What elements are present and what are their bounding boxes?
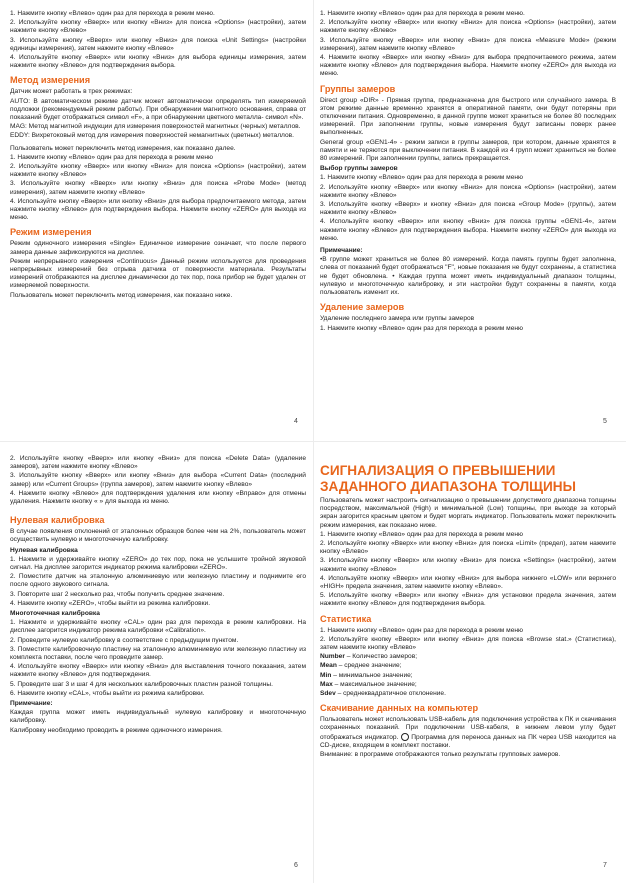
step: 1. Нажмите кнопку «Влево» один раз для перехода в режим меню — [320, 324, 523, 332]
step: 1. Нажмите кнопку «Влево» один раз для перехода в режим меню. — [320, 10, 525, 17]
usb-indicator-icon — [401, 733, 409, 741]
stats-item — [320, 681, 616, 689]
page-7 — [320, 455, 616, 875]
page-row-divider — [0, 441, 626, 442]
step: 1. Нажмите кнопку «Влево» один раз для перехода в режим меню — [320, 626, 523, 634]
note-label: Примечание: — [320, 247, 363, 255]
paragraph: AUTO: В автоматическом режиме датчик может автоматически определять тип измеряемой подложки (рекомендуемый режим работы). При обнаружении магнитного основания, справа от показаний будет отображаться символ «F», а при обнаружении цветного металла- символ «N». — [10, 97, 306, 122]
paragraph: Режим одиночного измерения «Single» Единичное измерение означает, что после первого замера данные зафиксируются на дисплее. — [10, 240, 306, 256]
step: 4. Используйте кнопку «Вверх» или кнопку «Вниз» для выбора нижнего «LOW» или верхнего «HIGH» предела значения, затем нажмите кнопку «Влево». — [320, 574, 616, 591]
paragraph — [320, 716, 616, 750]
stats-desc: – среднеквадратичное отклонение. — [335, 690, 446, 698]
stats-term: Sdev — [320, 690, 336, 698]
heading-method: Метод измерения — [10, 75, 91, 86]
download-text-2: Программа для переноса данных на ПК через USB находится на CD-диске, входящем в комплект поставки. — [320, 733, 616, 749]
heading-stats: Статистика — [320, 613, 372, 624]
step: 3. Используйте кнопку «Вверх» или кнопку «Вниз» для поиска «Settings» (настройки), затем нажмите кнопку «Влево» — [320, 557, 616, 573]
stats-item — [320, 662, 616, 670]
paragraph: Режим непрерывного измерения «Continuous» Данный режим используется для проведения непрерывных измерений без отрыва датчика от поверхности материала. Результаты измерений отображаются на дисплее динамически до тех пор, пока прибор не будет удален от измеряемой поверхности. — [10, 257, 306, 290]
page-number: 5 — [603, 418, 607, 425]
heading-groups: Группы замеров — [320, 83, 396, 94]
step: 4. Нажмите кнопку «ZERO», чтобы выйти из режима калибровки. — [10, 599, 211, 607]
step: 3. Используйте кнопку «Вверх» или кнопку «Вниз» для поиска «Unit Settings» (настройки единицы измерения), затем нажмите кнопку «Влево» — [10, 36, 306, 52]
step: 2. Используйте кнопку «Вверх» или кнопку «Вниз» для поиска «Delete Data» (удаление замеров), затем нажмите кнопку «Влево» — [10, 455, 306, 471]
step: 4. Нажмите кнопку «Вверх» или кнопку «Вниз» для выбора предпочитаемого режима, затем нажмите кнопку «Влево» для подтверждения выбора. Нажмите кнопку «ZERO» для выхода из меню. — [320, 54, 616, 78]
paragraph: Удаление последнего замера или группы замеров — [320, 315, 475, 323]
paragraph: Датчик может работать в трех режимах: — [10, 88, 133, 96]
step: 1. Нажмите и удерживайте кнопку «CAL» один раз для перехода в режим калибровки. На дисплее загорится индикатор режима калибровки «Calibration». — [10, 619, 306, 635]
paragraph: Пользователь может переключить метод измерения, как показано далее. — [10, 144, 236, 152]
step: 4. Используйте кнопку «Вверх» или кнопку «Вниз» для выставления точного показания, затем нажмите кнопку «Влево» для подтверждения. — [10, 663, 306, 679]
stats-item — [320, 690, 616, 698]
step: 4. Нажмите кнопку «Влево» для подтверждения удаления или кнопку «Вправо» для отмены удаления. Нажмите кнопку « » для выхода из меню. — [10, 489, 306, 506]
page-number: 6 — [294, 862, 298, 869]
step: 1. Нажмите кнопку «Влево» один раз для перехода в режим меню — [320, 530, 523, 538]
stats-term: Max — [320, 680, 333, 688]
step: 2. Используйте кнопку «Вверх» или кнопку «Вниз» для поиска «Options» (настройки), затем нажмите кнопку «Влево» — [320, 19, 616, 35]
heading-delete: Удаление замеров — [320, 302, 405, 313]
heading-zero: Нулевая калибровка — [10, 515, 105, 526]
paragraph: EDDY: Вихретоковый метод для измерения поверхностей немагнитных (цветных) металлов. — [10, 132, 294, 140]
heading-mode: Режим измерения — [10, 227, 92, 238]
page-number: 7 — [603, 862, 607, 869]
step: 2. Используйте кнопку «Вверх» или кнопку «Вниз» для поиска «Options» (настройки), затем нажмите кнопку «Влево» — [320, 183, 616, 199]
step: 1. Нажмите кнопку «Влево» один раз для перехода в режим меню. — [10, 10, 215, 17]
step: 2. Используйте кнопку «Вверх» или кнопку «Вниз» для поиска «Options» (настройки), затем нажмите кнопку «Влево» — [10, 19, 306, 35]
step: 2. Поместите датчик на эталонную алюминиевую или железную пластину и поднимите его после одного звукового сигнала. — [10, 573, 306, 589]
step: 5. Используйте кнопку «Вверх» или кнопку «Вниз» для установки предела значения, затем нажмите кнопку «Влево» для подтверждения выбора. — [320, 592, 616, 608]
step: 2. Используйте кнопку «Вверх» или кнопку «Вниз» для поиска «Options» (настройки), затем нажмите кнопку «Влево» — [10, 163, 306, 179]
step: 4. Используйте кнопку «Вверх» или кнопку «Вниз» для выбора единицы измерения, затем нажмите кнопку «Влево» для подтверждения выбора. — [10, 54, 306, 70]
stats-desc: – максимальное значение; — [332, 680, 417, 688]
step: 3. Используйте кнопку «Вверх» и кнопку «Вниз» для поиска «Group Mode» (группы), затем нажмите кнопку «Влево» — [320, 201, 616, 217]
stats-item — [320, 653, 616, 661]
step: 3. Используйте кнопку «Вверх» или кнопку «Вниз» для поиска «Measure Mode» (режим измерения), затем нажмите кнопку «Влево» — [320, 36, 616, 52]
subheading-zero: Нулевая калибровка — [10, 546, 78, 554]
step: 5. Проведите шаг 3 и шаг 4 для нескольких калибровочных пластин разной толщины. — [10, 680, 273, 688]
subheading-multi: Многоточечная калибровка — [10, 610, 100, 618]
stats-term: Min — [320, 671, 332, 679]
paragraph: Пользователь может настроить сигнализацию о превышении допустимого диапазона толщины посредством, максимальной (High) и минимальной (Low) толщины, при выходе за который экран загорится красным цветом и будет моргать индикатор. Пользователь может переключить режим измерения, как показано ниже. — [320, 497, 616, 529]
stats-desc: – Количество замеров; — [344, 653, 418, 661]
step: 3. Используйте кнопку «Вверх» или кнопку «Вниз» для выбора «Current Data» (последний замер) или «Current Groups» (группа замеров), затем нажмите кнопку «Влево» — [10, 472, 306, 488]
step: 3. Используйте кнопку «Вверх» или кнопку «Вниз» для поиска «Probe Mode» (метод измерения), затем нажмите кнопку «Влево» — [10, 180, 306, 196]
heading-alarm: СИГНАЛИЗАЦИЯ О ПРЕВЫШЕНИИ ЗАДАННОГО ДИАПАЗОНА ТОЛЩИНЫ — [320, 463, 576, 494]
step: 1. Нажмите и удерживайте кнопку «ZERO» до тех пор, пока не услышите тройной звуковой сигнал. На дисплее загорится индикатор режима калибровки «ZERO». — [10, 555, 306, 572]
step: 1. Нажмите кнопку «Влево» один раз для перехода в режим меню — [320, 174, 523, 182]
stats-term: Mean — [320, 662, 337, 670]
paragraph: Direct group «DIR» - Прямая группа, предназначена для быстрого или случайного замера. В этом режиме данные временно хранятся в оперативной памяти, они будут потеряны при отключении питания. Одновременно, в данной группе может храниться не более 80 последних измерений. При заполнении группы, новые измерения будут записаны поверх ранее выполненных. — [320, 96, 616, 137]
note-text: Калибровку необходимо проводить в режиме одиночного измерения. — [10, 726, 223, 734]
page-5 — [320, 10, 616, 430]
page-4 — [10, 10, 306, 430]
step: 4. Используйте кнопку «Вверх» или кнопку «Вниз» для поиска группы «GEN1-4», затем нажмите кнопку «Влево» для подтверждения выбора. Нажмите кнопку «ZERO» для выхода из меню. — [320, 218, 616, 242]
paragraph: В случае появления отклонений от эталонных образцов более чем на 2%, пользователь может осуществить нулевую и многоточечную калибровку. — [10, 528, 306, 544]
step: 3. Повторите шаг 2 несколько раз, чтобы получить среднее значение. — [10, 590, 225, 598]
stats-desc: – минимальное значение; — [331, 671, 413, 679]
heading-download: Скачивание данных на компьютер — [320, 703, 479, 714]
stats-desc: – среднее значение; — [336, 662, 402, 670]
paragraph: Внимание: в программе отображаются только результаты групповых замеров. — [320, 750, 561, 758]
step: 3. Поместите калибровочную пластину на эталонную алюминиевую или железную пластину из комплекта поставки, после чего проведите замер. — [10, 645, 306, 662]
paragraph: MAG: Метод магнитной индукции для измерения поверхностей магнитных (черных) металлов. — [10, 123, 301, 131]
step: 6. Нажмите кнопку «CAL», чтобы выйти из режима калибровки. — [10, 689, 205, 697]
step: 2. Используйте кнопку «Вверх» или кнопку «Вниз» для поиска «Limit» (предел), затем нажмите кнопку «Влево» — [320, 540, 616, 556]
step: 4. Используйте кнопку «Вверх» или кнопку «Вниз» для выбора предпочитаемого метода, затем нажмите кнопку «Влево» для подтверждения выбора. Нажмите кнопку «ZERO» для выхода из меню. — [10, 197, 306, 222]
note-text: •В группе может храниться не более 80 измерений. Когда память группы будет заполнена, слева от показаний будет отображаться "F", новые показания не будут сохранены, а статистика не будет обновлена. • Каждая группа может иметь индивидуальный диапазон толщины, нулевую и многоточечную калибровку, и эти настройки будут сохранены в памяти, когда пользователь изменит их. — [320, 256, 616, 297]
stats-term: Number — [320, 653, 345, 661]
paragraph: Пользователь может переключить метод измерения, как показано ниже. — [10, 291, 233, 299]
page-6 — [10, 455, 306, 875]
step: 2. Используйте кнопку «Вверх» или кнопку «Вниз» для поиска «Browse stat.» (Статистика), затем нажмите кнопку «Влево» — [320, 635, 616, 652]
stats-item — [320, 672, 616, 680]
page-number: 4 — [294, 418, 298, 425]
paragraph: General group «GEN1-4» - режим записи в группы замеров, при котором, данные хранятся в памяти и не теряются при выключении питания. В каждой из 4 групп может храниться не более 80 измерений. При заполнении группы, запись прекращается. — [320, 138, 616, 163]
step: 1. Нажмите кнопку «Влево» один раз для перехода в режим меню — [10, 153, 213, 161]
note-label: Примечание: — [10, 700, 53, 708]
subheading-select: Выбор группы замеров — [320, 165, 398, 173]
step: 2. Проведите нулевую калибровку в соответствие с предыдущим пунктом. — [10, 636, 239, 644]
note-text: Каждая группа может иметь индивидуальный нулевую калибровку и многоточечную калибровку. — [10, 709, 306, 725]
download-text: Пользователь может использовать USB-кабель для подключения устройства к ПК и скачивания сохраненных показаний. При подключении USB-кабеля, в нижнем левом углу будет отображаться индикатор. — [320, 716, 616, 741]
